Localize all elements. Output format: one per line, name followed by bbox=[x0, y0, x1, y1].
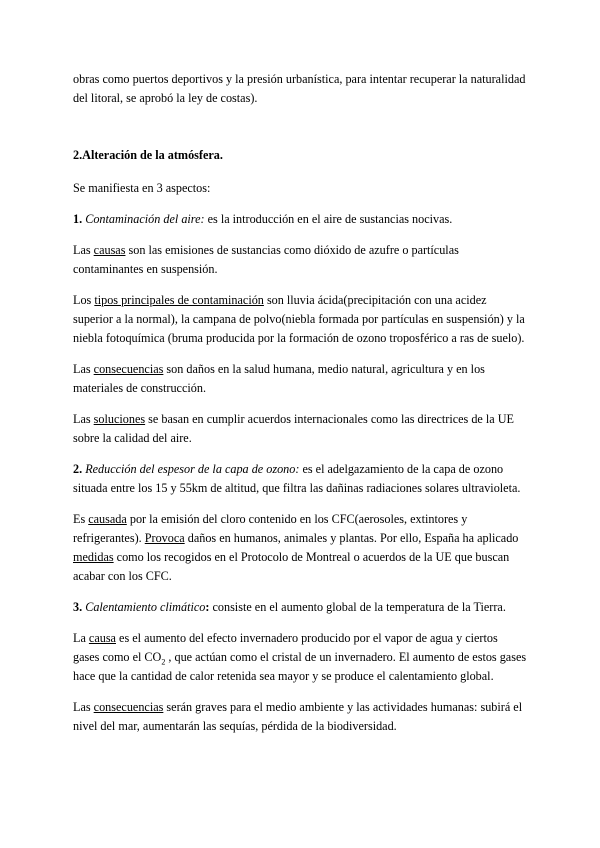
underlined-term: tipos principales de contaminación bbox=[94, 293, 264, 307]
contaminacion-consecuencias bbox=[73, 360, 527, 398]
text-run: como los recogidos en el Protocolo de Montreal o acuerdos de la UE que buscan acabar con los CFC. bbox=[73, 550, 510, 583]
text-run: son las emisiones de sustancias como dióxido de azufre o partículas contaminantes en suspensión. bbox=[73, 243, 459, 276]
text-run: La bbox=[73, 631, 89, 645]
ozono-definition bbox=[73, 460, 527, 498]
text-run: Los bbox=[73, 293, 95, 307]
text-run: por la emisión del cloro contenido en los CFC(aerosoles, extintores y refrigerantes). bbox=[73, 512, 468, 545]
item-definition: es la introducción en el aire de sustancias nocivas. bbox=[204, 212, 453, 226]
term-colon: : bbox=[205, 600, 210, 614]
underlined-term: soluciones bbox=[93, 412, 146, 426]
underlined-term: causa bbox=[88, 631, 116, 645]
lead-paragraph: Se manifiesta en 3 aspectos: bbox=[73, 181, 211, 195]
underlined-term: consecuencias bbox=[93, 700, 164, 714]
item-term: Calentamiento climático bbox=[85, 600, 206, 614]
underlined-term: medidas bbox=[73, 550, 114, 564]
text-run: Es bbox=[73, 512, 89, 526]
ozono-causas bbox=[73, 510, 527, 586]
text-run: daños en humanos, animales y plantas. Por ello, España ha aplicado bbox=[184, 531, 519, 545]
underlined-term: causas bbox=[93, 243, 126, 257]
underlined-term: Provoca bbox=[144, 531, 185, 545]
intro-paragraph: obras como puertos deportivos y la presión urbanística, para intentar recuperar la naturalidad del litoral, se aprobó la ley de costas). bbox=[73, 72, 526, 105]
section-number: 2. bbox=[73, 148, 83, 162]
item-definition: consiste en el aumento global de la temperatura de la Tierra. bbox=[209, 600, 506, 614]
contaminacion-causas bbox=[73, 241, 527, 279]
item-number: 1. bbox=[73, 212, 83, 226]
contaminacion-tipos bbox=[73, 291, 527, 348]
item-term: Contaminación del aire: bbox=[85, 212, 205, 226]
section-heading bbox=[73, 146, 527, 165]
calentamiento-causa bbox=[73, 629, 527, 686]
item-number: 3. bbox=[73, 600, 83, 614]
text-run: Las bbox=[73, 362, 94, 376]
text-run: , que actúan como el cristal de un invernadero. El aumento de estos gases hace que la cantidad de calor retenida sea mayor y se produce el calentamiento global. bbox=[73, 650, 527, 683]
calentamiento-definition bbox=[73, 598, 527, 617]
text-run: es el aumento del efecto invernadero producido por el vapor de agua y ciertos gases como el CO bbox=[73, 631, 498, 664]
text-run: son lluvia ácida(precipitación con una acidez superior a la normal), la campana de polvo(niebla formada por partículas en suspensión) y la niebla fotoquímica (bruma producida por la formación de ozono troposférico a ras de suelo). bbox=[73, 293, 525, 345]
contaminacion-definition bbox=[73, 210, 527, 229]
text-run: Las bbox=[73, 700, 94, 714]
document-page bbox=[73, 70, 527, 748]
calentamiento-consecuencias bbox=[73, 698, 527, 736]
underlined-term: causada bbox=[88, 512, 127, 526]
text-run: se basan en cumplir acuerdos internacionales como las directrices de la UE sobre la calidad del aire. bbox=[73, 412, 514, 445]
text-run: serán graves para el medio ambiente y las actividades humanas: subirá el nivel del mar, aumentarán las sequías, pérdida de la biodiversidad. bbox=[73, 700, 523, 733]
item-term: Reducción del espesor de la capa de ozono: bbox=[85, 462, 300, 476]
underlined-term: consecuencias bbox=[93, 362, 164, 376]
text-run: Las bbox=[73, 243, 94, 257]
subscript: 2 bbox=[161, 657, 166, 667]
section-title: Alteración de la atmósfera. bbox=[82, 148, 223, 162]
text-run: son daños en la salud humana, medio natural, agricultura y en los materiales de construcción. bbox=[73, 362, 485, 395]
item-number: 2. bbox=[73, 462, 83, 476]
item-definition: es el adelgazamiento de la capa de ozono situada entre los 15 y 55km de altitud, que filtra las dañinas radiaciones solares ultravioleta. bbox=[73, 462, 521, 495]
text-run: Las bbox=[73, 412, 94, 426]
contaminacion-soluciones bbox=[73, 410, 527, 448]
